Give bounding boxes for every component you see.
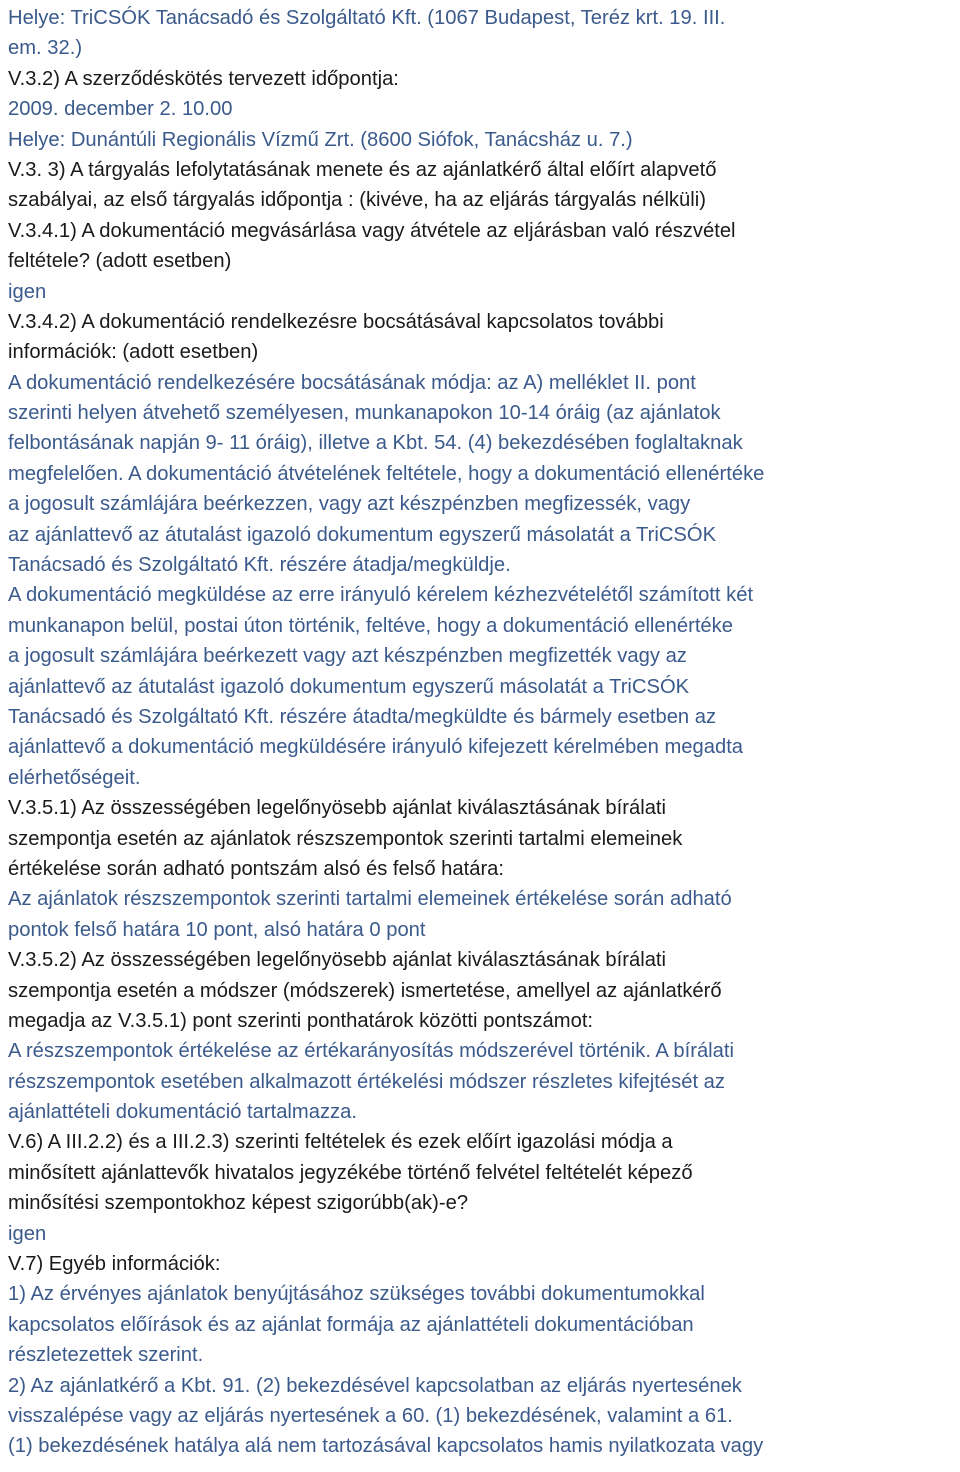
text-line: Az ajánlatok részszempontok szerinti tartalmi elemeinek értékelése során adható: [8, 888, 732, 911]
text-line: információk: (adott esetben): [8, 341, 259, 364]
text-line: feltétele? (adott esetben): [8, 250, 232, 273]
text-line: megadja az V.3.5.1) pont szerinti ponthatárok közötti pontszámot:: [8, 1009, 594, 1032]
text-line: elérhetőségeit.: [8, 766, 141, 789]
text-line: értékelése során adható pontszám alsó és felső határa:: [8, 857, 505, 880]
text-line: kapcsolatos előírások és az ajánlat formája az ajánlattételi dokumentációban: [8, 1313, 694, 1336]
text-line: V.3. 3) A tárgyalás lefolytatásának menete és az ajánlatkérő által előírt alapvető: [8, 158, 717, 181]
text-line: szempontja esetén az ajánlatok részszempontok szerinti tartalmi elemeinek: [8, 827, 683, 850]
text-line: részletezettek szerint.: [8, 1344, 204, 1367]
text-line: (1) bekezdésének hatálya alá nem tartozásával kapcsolatos hamis nyilatkozata vagy: [8, 1435, 764, 1458]
text-line: 1) Az érvényes ajánlatok benyújtásához szükséges további dokumentumokkal: [8, 1283, 705, 1306]
text-line: 2009. december 2. 10.00: [8, 98, 233, 121]
text-line: szempontja esetén a módszer (módszerek) ismertetése, amellyel az ajánlatkérő: [8, 979, 722, 1002]
text-line: visszalépése vagy az eljárás nyertesének a 60. (1) bekezdésének, valamint a 61.: [8, 1404, 733, 1427]
text-line: ajánlattételi dokumentáció tartalmazza.: [8, 1101, 357, 1124]
text-line: felbontásának napján 9- 11 óráig), illetve a Kbt. 54. (4) bekezdésében foglaltaknak: [8, 432, 743, 455]
text-line: ajánlattevő a dokumentáció megküldésére irányuló kifejezett kérelmében megadta: [8, 736, 744, 759]
text-line: V.6) A III.2.2) és a III.2.3) szerinti feltételek és ezek előírt igazolási módja a: [8, 1131, 673, 1154]
text-line: Helye: Dunántúli Regionális Vízmű Zrt. (8600 Siófok, Tanácsház u. 7.): [8, 128, 633, 151]
text-line: minősített ajánlattevők hivatalos jegyzékébe történő felvétel feltételét képező: [8, 1161, 693, 1184]
text-line: szabályai, az első tárgyalás időpontja : (kivéve, ha az eljárás tárgyalás nélküli): [8, 189, 706, 212]
text-line: V.3.4.1) A dokumentáció megvásárlása vagy átvétele az eljárásban való részvétel: [8, 219, 736, 242]
text-line: A dokumentáció rendelkezésére bocsátásának módja: az A) melléklet II. pont: [8, 371, 696, 394]
text-line: az ajánlattevő az átutalást igazoló dokumentum egyszerű másolatát a TriCSÓK: [8, 523, 717, 546]
text-line: A részszempontok értékelése az értékarányosítás módszerével történik. A bírálati: [8, 1040, 734, 1063]
text-line: munkanapon belül, postai úton történik, feltéve, hogy a dokumentáció ellenértéke: [8, 614, 733, 637]
text-line: em. 32.): [8, 37, 83, 60]
text-line: Tanácsadó és Szolgáltató Kft. részére átadja/megküldje.: [8, 554, 511, 577]
text-line: szerinti helyen átvehető személyesen, munkanapokon 10-14 óráig (az ajánlatok: [8, 402, 721, 425]
text-line: a jogosult számlájára beérkezzen, vagy azt készpénzben megfizessék, vagy: [8, 493, 691, 516]
document-page: [8, 3, 960, 1462]
text-line: pontok felső határa 10 pont, alsó határa 0 pont: [8, 918, 426, 941]
text-line: megfelelően. A dokumentáció átvételének feltétele, hogy a dokumentáció ellenértéke: [8, 462, 765, 485]
text-line: Tanácsadó és Szolgáltató Kft. részére átadta/megküldte és bármely esetben az: [8, 705, 717, 728]
text-line: V.7) Egyéb információk:: [8, 1253, 221, 1276]
text-line: Helye: TriCSÓK Tanácsadó és Szolgáltató Kft. (1067 Budapest, Teréz krt. 19. III.: [8, 7, 726, 29]
text-line: V.3.2) A szerződéskötés tervezett időpontja:: [8, 67, 399, 90]
text-line: a jogosult számlájára beérkezett vagy azt készpénzben megfizették vagy az: [8, 645, 687, 668]
text-line: A dokumentáció megküldése az erre irányuló kérelem kézhezvételétől számított két: [8, 584, 754, 607]
text-line: igen: [8, 1222, 47, 1245]
text-line: részszempontok esetében alkalmazott értékelési módszer részletes kifejtését az: [8, 1070, 725, 1093]
text-line: V.3.4.2) A dokumentáció rendelkezésre bocsátásával kapcsolatos további: [8, 310, 664, 333]
text-line: igen: [8, 280, 47, 303]
text-line: 2) Az ajánlatkérő a Kbt. 91. (2) bekezdésével kapcsolatban az eljárás nyertesének: [8, 1374, 742, 1397]
text-line: V.3.5.2) Az összességében legelőnyösebb ajánlat kiválasztásának bírálati: [8, 949, 667, 972]
text-line: V.3.5.1) Az összességében legelőnyösebb ajánlat kiválasztásának bírálati: [8, 797, 667, 820]
text-line: minősítési szempontokhoz képest szigorúbb(ak)-e?: [8, 1192, 469, 1215]
text-line: ajánlattevő az átutalást igazoló dokumentum egyszerű másolatát a TriCSÓK: [8, 675, 690, 698]
